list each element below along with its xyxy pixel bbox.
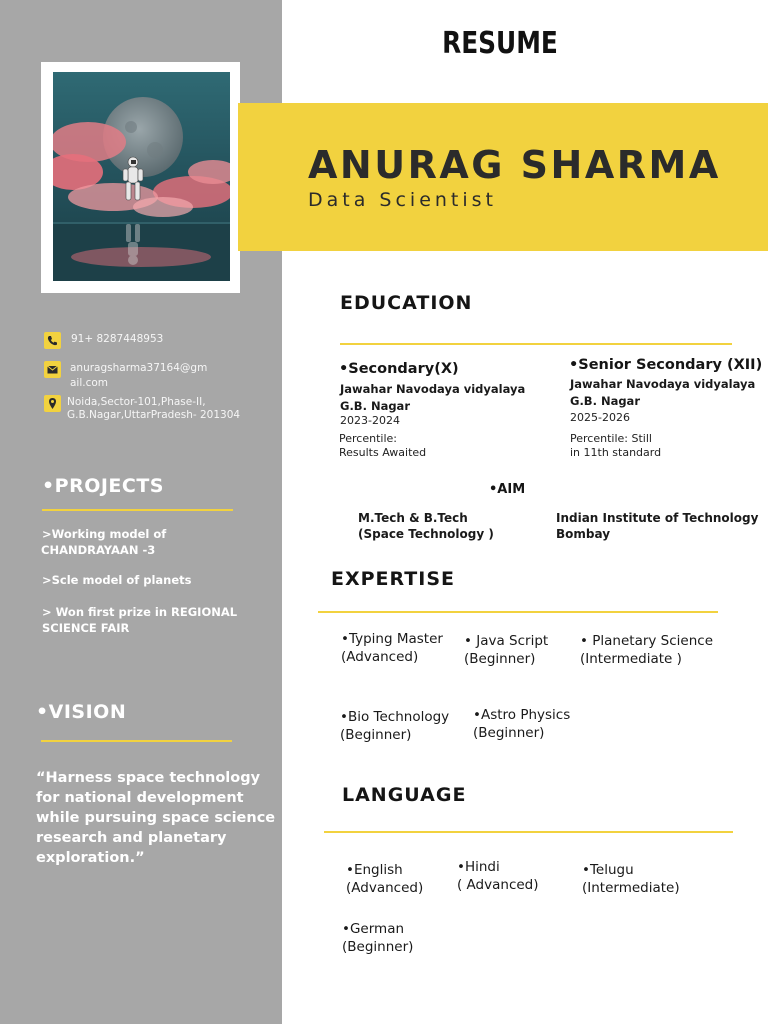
phone-text: 91+ 8287448953 [71, 333, 164, 345]
education-school [570, 376, 755, 410]
project-item-line: > Won first prize in REGIONAL [42, 605, 238, 619]
language-item [346, 861, 423, 897]
school-line: G.B. Nagar [570, 394, 640, 408]
language-level: (Beginner) [342, 939, 414, 955]
resume-title: RESUME [442, 26, 558, 61]
project-item-line: CHANDRAYAAN -3 [41, 543, 156, 557]
expertise-item [473, 706, 570, 742]
astronaut-moon-photo [53, 72, 230, 281]
profile-photo-frame [41, 62, 240, 293]
school-line: Jawahar Navodaya vidyalaya [570, 377, 756, 391]
percentile-value: in 11th standard [570, 446, 662, 459]
expertise-item [580, 632, 713, 668]
school-line: Jawahar Navodaya vidyalaya [340, 382, 526, 396]
language-item [342, 920, 413, 956]
expertise-level: (Advanced) [341, 649, 419, 665]
aim-degree [358, 510, 494, 542]
education-years: 2025-2026 [570, 411, 630, 424]
education-percentile [570, 432, 661, 460]
candidate-role: Data Scientist [308, 189, 497, 211]
education-school [340, 381, 525, 415]
expertise-level: (Beginner) [473, 725, 545, 741]
language-underline [324, 831, 733, 833]
language-level: ( Advanced) [457, 877, 539, 893]
vision-underline [41, 740, 232, 742]
expertise-name: •Bio Technology [340, 709, 450, 725]
project-item-line: >Working model of [42, 527, 167, 541]
expertise-level: (Beginner) [340, 727, 412, 743]
aim-degree-line: (Space Technology ) [358, 527, 494, 541]
education-percentile [339, 432, 426, 460]
language-level: (Advanced) [346, 880, 424, 896]
address-line-1: Noida,Sector-101,Phase-II, [67, 396, 206, 408]
project-item-line: SCIENCE FAIR [42, 621, 130, 635]
education-heading: EDUCATION [340, 292, 473, 314]
language-name: •Hindi [457, 859, 500, 875]
expertise-name: • Java Script [464, 633, 549, 649]
email-icon [44, 361, 61, 378]
expertise-name: •Astro Physics [473, 707, 571, 723]
project-item [42, 604, 237, 636]
vision-quote: “Harness space technology for national development while pursuing space science research and planetary exploration.” [36, 770, 276, 866]
expertise-underline [318, 611, 718, 613]
location-icon [44, 395, 61, 412]
email-line-2: ail.com [70, 377, 109, 389]
project-item-line: >Scle model of planets [42, 573, 192, 587]
language-name: •Telugu [582, 862, 634, 878]
language-name: •English [346, 862, 403, 878]
education-title-secondary: •Secondary(X) [339, 361, 459, 377]
education-title-senior-secondary: •Senior Secondary (XII) [569, 357, 763, 373]
projects-underline [42, 509, 233, 511]
aim-institute-line: Indian Institute of Technology [556, 511, 759, 525]
expertise-heading: EXPERTISE [331, 568, 456, 590]
education-underline [340, 343, 732, 345]
aim-degree-line: M.Tech & B.Tech [358, 511, 468, 525]
language-heading: LANGUAGE [342, 784, 467, 806]
language-item [582, 861, 680, 897]
aim-heading: •AIM [489, 482, 526, 497]
project-item [42, 572, 192, 588]
percentile-label: Percentile: [339, 432, 397, 445]
education-years: 2023-2024 [340, 414, 400, 427]
expertise-name: •Typing Master [341, 631, 443, 647]
email-line-1: anuragsharma37164@gm [70, 362, 208, 374]
address-line-2: G.B.Nagar,UttarPradesh- 201304 [67, 409, 241, 421]
aim-institute [556, 510, 758, 542]
vision-heading: •VISION [36, 701, 127, 723]
expertise-name: • Planetary Science [580, 633, 714, 649]
percentile-label: Percentile: Still [570, 432, 652, 445]
expertise-level: (Intermediate ) [580, 651, 682, 667]
project-item [42, 526, 166, 558]
percentile-value: Results Awaited [339, 446, 427, 459]
language-level: (Intermediate) [582, 880, 680, 896]
school-line: G.B. Nagar [340, 399, 410, 413]
aim-institute-line: Bombay [556, 527, 611, 541]
candidate-name: ANURAG SHARMA [308, 143, 721, 187]
expertise-item [340, 708, 449, 744]
expertise-item [464, 632, 548, 668]
phone-icon [44, 332, 61, 349]
expertise-level: (Beginner) [464, 651, 536, 667]
language-item [457, 858, 539, 894]
language-name: •German [342, 921, 405, 937]
projects-heading: •PROJECTS [42, 475, 164, 497]
expertise-item [341, 630, 443, 666]
